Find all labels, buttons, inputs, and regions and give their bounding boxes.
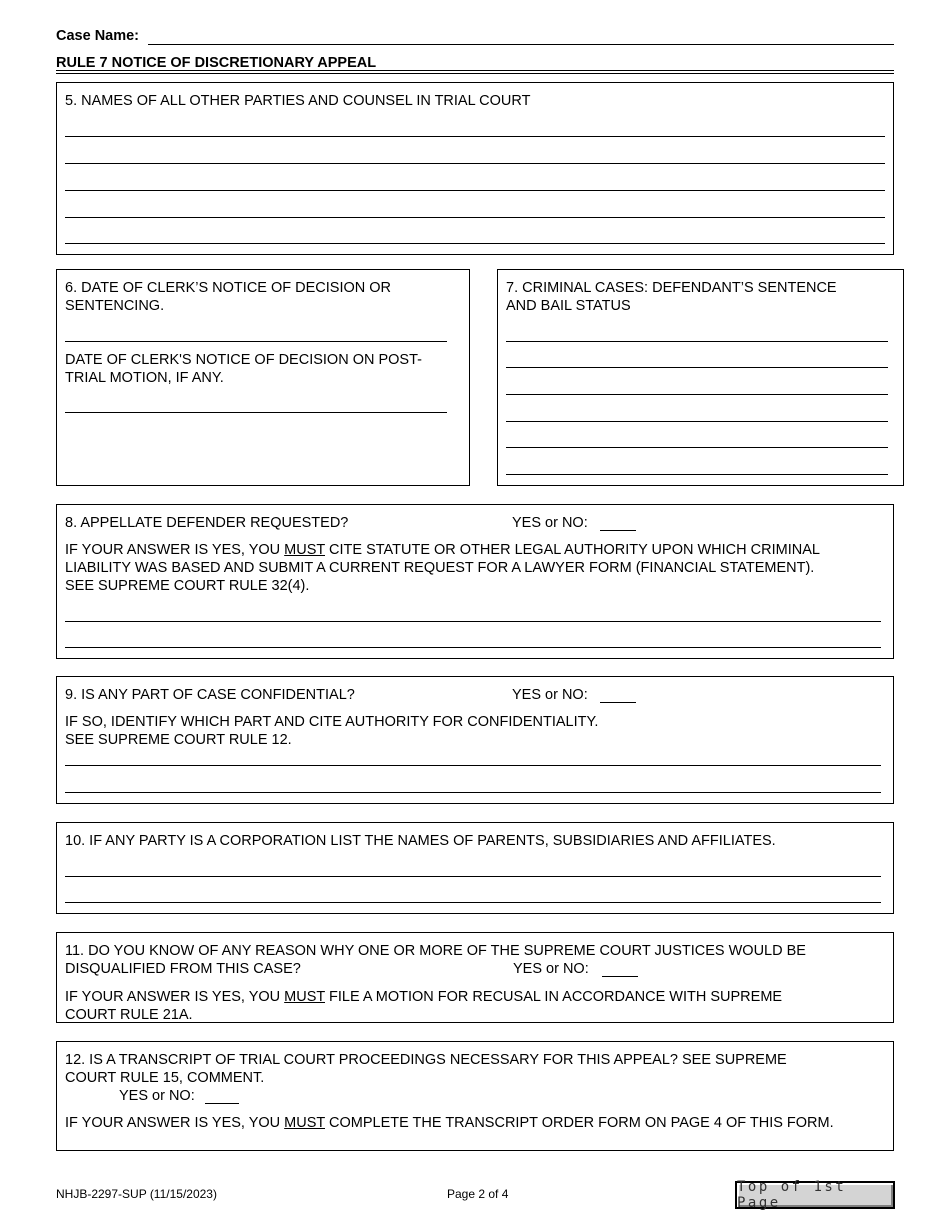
section-12-heading-line-1: 12. IS A TRANSCRIPT OF TRIAL COURT PROCEEDINGS NECESSARY FOR THIS APPEAL? SEE SUPREME: [65, 1052, 787, 1068]
form-id: NHJB-2297-SUP (11/15/2023): [56, 1187, 217, 1201]
section-5-box: [56, 82, 894, 255]
section-8-heading: 8. APPELLATE DEFENDER REQUESTED?: [65, 515, 349, 531]
section-5-heading: 5. NAMES OF ALL OTHER PARTIES AND COUNSEL IN TRIAL COURT: [65, 93, 531, 109]
case-name-label: Case Name:: [56, 28, 140, 44]
section-8-line-1[interactable]: [65, 621, 881, 622]
page-number: Page 2 of 4: [447, 1187, 509, 1201]
section-11-heading-line-1: 11. DO YOU KNOW OF ANY REASON WHY ONE OR MORE OF THE SUPREME COURT JUSTICES WOULD BE: [65, 943, 806, 959]
section-8-line-2[interactable]: [65, 647, 881, 648]
section-6-heading-line-2: SENTENCING.: [65, 298, 165, 314]
section-9-box: [56, 676, 894, 804]
section-5-line-3[interactable]: [65, 190, 885, 191]
section-7-line-4[interactable]: [506, 421, 888, 422]
title-divider: [56, 70, 894, 71]
section-7-line-3[interactable]: [506, 394, 888, 395]
section-5-line-5[interactable]: [65, 243, 885, 244]
section-10-line-1[interactable]: [65, 876, 881, 877]
section-7-heading-line-1: 7. CRIMINAL CASES: DEFENDANT’S SENTENCE: [506, 280, 837, 296]
section-11-body-line-1: IF YOUR ANSWER IS YES, YOU MUST FILE A MOTION FOR RECUSAL IN ACCORDANCE WITH SUPREME: [65, 989, 783, 1005]
section-8-box: [56, 504, 894, 659]
section-8-body-line-2: LIABILITY WAS BASED AND SUBMIT A CURRENT REQUEST FOR A LAWYER FORM (FINANCIAL STATEMENT).: [65, 560, 815, 576]
section-11-yesno-label: YES or NO:: [513, 961, 589, 977]
section-12-box: [56, 1041, 894, 1151]
section-9-line-1[interactable]: [65, 765, 881, 766]
section-12-body: IF YOUR ANSWER IS YES, YOU MUST COMPLETE THE TRANSCRIPT ORDER FORM ON PAGE 4 OF THIS FORM.: [65, 1115, 834, 1131]
section-9-body-line-2: SEE SUPREME COURT RULE 12.: [65, 732, 292, 748]
section-7-box: [497, 269, 904, 486]
section-11-box: [56, 932, 894, 1023]
section-5-line-4[interactable]: [65, 217, 885, 218]
section-8-body-line-3: SEE SUPREME COURT RULE 32(4).: [65, 578, 310, 594]
section-6-heading-line-1: 6. DATE OF CLERK’S NOTICE OF DECISION OR: [65, 280, 392, 296]
section-7-line-2[interactable]: [506, 367, 888, 368]
case-name-field[interactable]: [148, 44, 894, 45]
section-9-line-2[interactable]: [65, 792, 881, 793]
section-10-heading: 10. IF ANY PARTY IS A CORPORATION LIST THE NAMES OF PARENTS, SUBSIDIARIES AND AFFILIATES.: [65, 833, 776, 849]
form-title: RULE 7 NOTICE OF DISCRETIONARY APPEAL: [56, 55, 377, 71]
section-9-yesno-label: YES or NO:: [512, 687, 588, 703]
section-11-yesno-field[interactable]: [602, 976, 638, 977]
section-10-line-2[interactable]: [65, 902, 881, 903]
section-7-heading-line-2: AND BAIL STATUS: [506, 298, 631, 314]
section-6-box: [56, 269, 470, 486]
section-8-body-line-1: IF YOUR ANSWER IS YES, YOU MUST CITE STATUTE OR OTHER LEGAL AUTHORITY UPON WHICH CRIMINAL: [65, 542, 820, 558]
section-11-heading-line-2: DISQUALIFIED FROM THIS CASE?: [65, 961, 301, 977]
section-9-heading: 9. IS ANY PART OF CASE CONFIDENTIAL?: [65, 687, 355, 703]
top-of-first-page-button[interactable]: Top of 1st Page: [735, 1181, 895, 1209]
decision-date-field[interactable]: [65, 341, 447, 342]
section-11-body-line-2: COURT RULE 21A.: [65, 1007, 193, 1023]
section-5-line-2[interactable]: [65, 163, 885, 164]
section-12-yesno-field[interactable]: [205, 1103, 239, 1104]
title-divider-secondary: [56, 73, 894, 74]
section-5-line-1[interactable]: [65, 136, 885, 137]
section-12-heading-line-2: COURT RULE 15, COMMENT.: [65, 1070, 265, 1086]
section-7-line-6[interactable]: [506, 474, 888, 475]
section-6-post-line-2: TRIAL MOTION, IF ANY.: [65, 370, 224, 386]
section-12-yesno-label: YES or NO:: [119, 1088, 195, 1104]
section-7-line-1[interactable]: [506, 341, 888, 342]
section-8-yesno-field[interactable]: [600, 530, 636, 531]
section-6-post-line-1: DATE OF CLERK'S NOTICE OF DECISION ON POST-: [65, 352, 422, 368]
section-8-yesno-label: YES or NO:: [512, 515, 588, 531]
section-9-yesno-field[interactable]: [600, 702, 636, 703]
section-7-line-5[interactable]: [506, 447, 888, 448]
section-10-box: [56, 822, 894, 914]
post-trial-date-field[interactable]: [65, 412, 447, 413]
section-9-body-line-1: IF SO, IDENTIFY WHICH PART AND CITE AUTHORITY FOR CONFIDENTIALITY.: [65, 714, 599, 730]
